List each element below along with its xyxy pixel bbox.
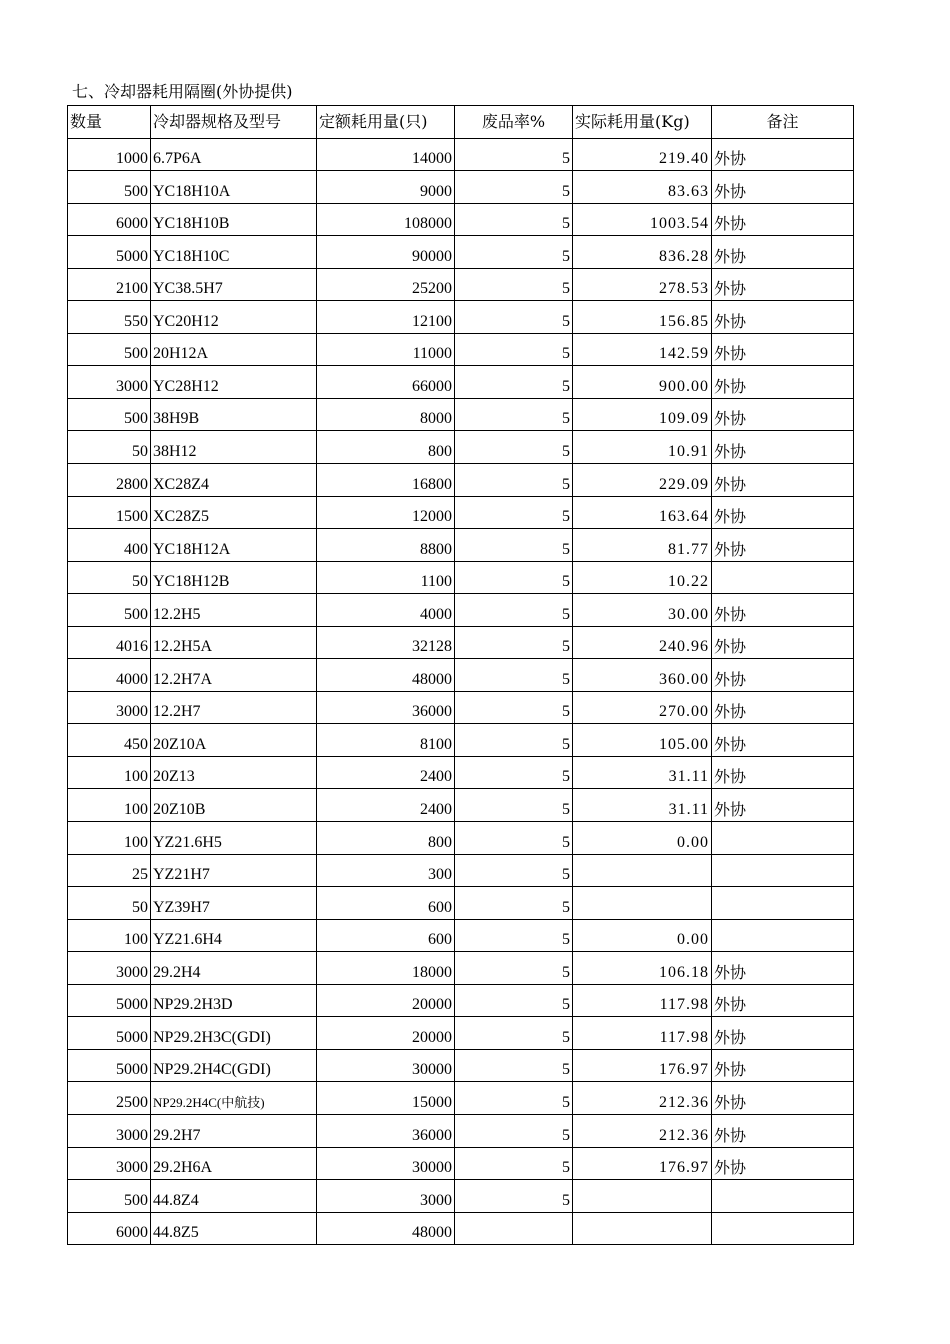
cell-qty[interactable]: 400 bbox=[68, 529, 151, 562]
table-row bbox=[68, 268, 854, 301]
cell-qty[interactable]: 50 bbox=[68, 561, 151, 594]
cell-quota[interactable]: 48000 bbox=[317, 659, 455, 692]
cell-scrap[interactable]: 5 bbox=[455, 691, 573, 724]
cell-qty[interactable]: 500 bbox=[68, 594, 151, 627]
cell-quota[interactable]: 32128 bbox=[317, 626, 455, 659]
cell-quota[interactable]: 16800 bbox=[317, 464, 455, 497]
cell-actual[interactable]: 163.64 bbox=[573, 496, 712, 529]
cell-spec[interactable]: 44.8Z4 bbox=[151, 1180, 317, 1213]
cell-note[interactable]: 外协 bbox=[712, 236, 854, 269]
cell-spec[interactable]: 29.2H6A bbox=[151, 1147, 317, 1180]
cell-spec[interactable]: YC20H12 bbox=[151, 301, 317, 334]
cell-actual[interactable]: 219.40 bbox=[573, 138, 712, 171]
cell-quota[interactable]: 9000 bbox=[317, 171, 455, 204]
cell-qty[interactable]: 25 bbox=[68, 854, 151, 887]
cell-actual[interactable]: 106.18 bbox=[573, 952, 712, 985]
cell-qty[interactable]: 5000 bbox=[68, 1017, 151, 1050]
cell-scrap[interactable]: 5 bbox=[455, 138, 573, 171]
cell-note[interactable]: 外协 bbox=[712, 756, 854, 789]
cell-actual[interactable]: 105.00 bbox=[573, 724, 712, 757]
cell-note[interactable]: 外协 bbox=[712, 626, 854, 659]
cell-scrap[interactable]: 5 bbox=[455, 268, 573, 301]
cell-note[interactable]: 外协 bbox=[712, 789, 854, 822]
cell-qty[interactable]: 5000 bbox=[68, 1049, 151, 1082]
cell-actual[interactable]: 142.59 bbox=[573, 333, 712, 366]
table-row bbox=[68, 301, 854, 334]
table-row bbox=[68, 236, 854, 269]
cell-scrap[interactable]: 5 bbox=[455, 529, 573, 562]
table-row bbox=[68, 659, 854, 692]
cell-quota[interactable]: 3000 bbox=[317, 1180, 455, 1213]
cell-quota[interactable]: 8800 bbox=[317, 529, 455, 562]
cell-spec[interactable]: YZ21.6H5 bbox=[151, 822, 317, 855]
cell-spec[interactable]: NP29.2H3C(GDI) bbox=[151, 1017, 317, 1050]
cell-note[interactable]: 外协 bbox=[712, 138, 854, 171]
header-note[interactable]: 备注 bbox=[712, 106, 854, 139]
cell-spec[interactable]: NP29.2H4C(中航技) bbox=[151, 1082, 317, 1115]
cell-spec[interactable]: 6.7P6A bbox=[151, 138, 317, 171]
cell-qty[interactable]: 500 bbox=[68, 398, 151, 431]
table-row bbox=[68, 203, 854, 236]
cell-note[interactable]: 外协 bbox=[712, 984, 854, 1017]
cell-scrap[interactable]: 5 bbox=[455, 431, 573, 464]
cell-spec[interactable]: 12.2H7A bbox=[151, 659, 317, 692]
cell-scrap[interactable]: 5 bbox=[455, 724, 573, 757]
table-row bbox=[68, 952, 854, 985]
cell-scrap[interactable]: 5 bbox=[455, 1017, 573, 1050]
cell-actual[interactable]: 31.11 bbox=[573, 756, 712, 789]
cell-spec[interactable]: YZ39H7 bbox=[151, 887, 317, 920]
table-row bbox=[68, 138, 854, 171]
table-row bbox=[68, 854, 854, 887]
cell-quota[interactable]: 12100 bbox=[317, 301, 455, 334]
cell-scrap[interactable]: 5 bbox=[455, 301, 573, 334]
cell-spec[interactable]: 20Z10B bbox=[151, 789, 317, 822]
cell-spec[interactable]: YC18H10A bbox=[151, 171, 317, 204]
cell-qty[interactable]: 50 bbox=[68, 887, 151, 920]
cell-actual[interactable] bbox=[573, 854, 712, 887]
cell-spec[interactable]: 38H12 bbox=[151, 431, 317, 464]
cell-spec[interactable]: YC18H10C bbox=[151, 236, 317, 269]
cell-actual[interactable]: 212.36 bbox=[573, 1082, 712, 1115]
cell-qty[interactable]: 500 bbox=[68, 171, 151, 204]
cell-scrap[interactable]: 5 bbox=[455, 333, 573, 366]
cell-spec[interactable]: 38H9B bbox=[151, 398, 317, 431]
cell-qty[interactable]: 3000 bbox=[68, 1114, 151, 1147]
cell-note[interactable]: 外协 bbox=[712, 659, 854, 692]
cell-spec[interactable]: YC18H12A bbox=[151, 529, 317, 562]
table-row bbox=[68, 919, 854, 952]
cell-spec[interactable]: XC28Z5 bbox=[151, 496, 317, 529]
table-row bbox=[68, 594, 854, 627]
cell-quota[interactable]: 108000 bbox=[317, 203, 455, 236]
table-row bbox=[68, 789, 854, 822]
cell-actual[interactable]: 117.98 bbox=[573, 984, 712, 1017]
cell-qty[interactable]: 50 bbox=[68, 431, 151, 464]
cell-qty[interactable]: 1500 bbox=[68, 496, 151, 529]
cell-qty[interactable]: 100 bbox=[68, 822, 151, 855]
cell-actual[interactable]: 360.00 bbox=[573, 659, 712, 692]
table-row bbox=[68, 366, 854, 399]
table-row bbox=[68, 691, 854, 724]
cell-scrap[interactable]: 5 bbox=[455, 398, 573, 431]
cell-spec[interactable]: 12.2H5 bbox=[151, 594, 317, 627]
cell-spec[interactable]: NP29.2H3D bbox=[151, 984, 317, 1017]
cell-qty[interactable]: 100 bbox=[68, 789, 151, 822]
cell-spec[interactable]: XC28Z4 bbox=[151, 464, 317, 497]
cell-note[interactable]: 外协 bbox=[712, 529, 854, 562]
cell-actual[interactable] bbox=[573, 1212, 712, 1245]
cell-spec[interactable]: 29.2H7 bbox=[151, 1114, 317, 1147]
cell-quota[interactable]: 48000 bbox=[317, 1212, 455, 1245]
cell-actual[interactable]: 31.11 bbox=[573, 789, 712, 822]
cell-spec[interactable]: 12.2H7 bbox=[151, 691, 317, 724]
cell-actual[interactable]: 836.28 bbox=[573, 236, 712, 269]
cell-qty[interactable]: 3000 bbox=[68, 1147, 151, 1180]
cell-note[interactable]: 外协 bbox=[712, 333, 854, 366]
cell-note[interactable] bbox=[712, 1212, 854, 1245]
spacer-usage-table bbox=[67, 105, 854, 1245]
cell-quota[interactable]: 20000 bbox=[317, 1017, 455, 1050]
cell-note[interactable] bbox=[712, 887, 854, 920]
cell-scrap[interactable]: 5 bbox=[455, 561, 573, 594]
cell-actual[interactable]: 0.00 bbox=[573, 822, 712, 855]
table-row bbox=[68, 626, 854, 659]
cell-actual[interactable]: 30.00 bbox=[573, 594, 712, 627]
cell-quota[interactable]: 1100 bbox=[317, 561, 455, 594]
cell-scrap[interactable]: 5 bbox=[455, 756, 573, 789]
cell-qty[interactable]: 2500 bbox=[68, 1082, 151, 1115]
table-row bbox=[68, 333, 854, 366]
cell-quota[interactable]: 800 bbox=[317, 431, 455, 464]
cell-scrap[interactable]: 5 bbox=[455, 236, 573, 269]
cell-actual[interactable]: 229.09 bbox=[573, 464, 712, 497]
cell-quota[interactable]: 36000 bbox=[317, 1114, 455, 1147]
cell-note[interactable] bbox=[712, 561, 854, 594]
cell-qty[interactable]: 450 bbox=[68, 724, 151, 757]
cell-spec[interactable]: YC18H10B bbox=[151, 203, 317, 236]
cell-scrap[interactable]: 5 bbox=[455, 1049, 573, 1082]
cell-actual[interactable]: 900.00 bbox=[573, 366, 712, 399]
header-quota[interactable]: 定额耗用量(只) bbox=[317, 106, 455, 139]
cell-actual[interactable]: 240.96 bbox=[573, 626, 712, 659]
cell-spec[interactable]: YC28H12 bbox=[151, 366, 317, 399]
cell-actual[interactable]: 156.85 bbox=[573, 301, 712, 334]
table-row bbox=[68, 1180, 854, 1213]
cell-scrap[interactable]: 5 bbox=[455, 952, 573, 985]
cell-note[interactable]: 外协 bbox=[712, 398, 854, 431]
cell-actual[interactable]: 10.91 bbox=[573, 431, 712, 464]
cell-scrap[interactable]: 5 bbox=[455, 203, 573, 236]
table-row bbox=[68, 756, 854, 789]
cell-actual[interactable]: 117.98 bbox=[573, 1017, 712, 1050]
cell-quota[interactable]: 20000 bbox=[317, 984, 455, 1017]
cell-scrap[interactable]: 5 bbox=[455, 366, 573, 399]
table-row bbox=[68, 171, 854, 204]
cell-note[interactable]: 外协 bbox=[712, 952, 854, 985]
cell-scrap[interactable]: 5 bbox=[455, 919, 573, 952]
cell-quota[interactable]: 14000 bbox=[317, 138, 455, 171]
cell-qty[interactable]: 5000 bbox=[68, 236, 151, 269]
cell-qty[interactable]: 2100 bbox=[68, 268, 151, 301]
cell-actual[interactable]: 1003.54 bbox=[573, 203, 712, 236]
header-scrap[interactable]: 废品率% bbox=[455, 106, 573, 139]
cell-note[interactable]: 外协 bbox=[712, 1147, 854, 1180]
cell-actual[interactable]: 270.00 bbox=[573, 691, 712, 724]
cell-note[interactable]: 外协 bbox=[712, 431, 854, 464]
table-body bbox=[68, 138, 854, 1245]
cell-qty[interactable]: 500 bbox=[68, 1180, 151, 1213]
cell-scrap[interactable]: 5 bbox=[455, 464, 573, 497]
cell-quota[interactable]: 36000 bbox=[317, 691, 455, 724]
cell-qty[interactable]: 5000 bbox=[68, 984, 151, 1017]
cell-scrap[interactable]: 5 bbox=[455, 984, 573, 1017]
cell-quota[interactable]: 600 bbox=[317, 887, 455, 920]
cell-qty[interactable]: 2800 bbox=[68, 464, 151, 497]
cell-scrap[interactable]: 5 bbox=[455, 1147, 573, 1180]
cell-quota[interactable]: 8000 bbox=[317, 398, 455, 431]
table-row bbox=[68, 561, 854, 594]
header-actual[interactable]: 实际耗用量(Kg) bbox=[573, 106, 712, 139]
cell-actual[interactable]: 81.77 bbox=[573, 529, 712, 562]
cell-note[interactable]: 外协 bbox=[712, 691, 854, 724]
cell-scrap[interactable]: 5 bbox=[455, 822, 573, 855]
cell-actual[interactable]: 176.97 bbox=[573, 1147, 712, 1180]
table-row bbox=[68, 1049, 854, 1082]
cell-quota[interactable]: 12000 bbox=[317, 496, 455, 529]
cell-scrap[interactable]: 5 bbox=[455, 594, 573, 627]
cell-quota[interactable]: 4000 bbox=[317, 594, 455, 627]
cell-note[interactable] bbox=[712, 1180, 854, 1213]
cell-actual[interactable] bbox=[573, 1180, 712, 1213]
table-row bbox=[68, 984, 854, 1017]
cell-qty[interactable]: 4016 bbox=[68, 626, 151, 659]
cell-note[interactable]: 外协 bbox=[712, 268, 854, 301]
cell-qty[interactable]: 6000 bbox=[68, 1212, 151, 1245]
cell-scrap[interactable]: 5 bbox=[455, 496, 573, 529]
table-row bbox=[68, 529, 854, 562]
table-row bbox=[68, 724, 854, 757]
table-row bbox=[68, 887, 854, 920]
cell-note[interactable]: 外协 bbox=[712, 1082, 854, 1115]
table-row bbox=[68, 1147, 854, 1180]
table-row bbox=[68, 822, 854, 855]
cell-note[interactable]: 外协 bbox=[712, 1114, 854, 1147]
table-row bbox=[68, 1114, 854, 1147]
table-row bbox=[68, 398, 854, 431]
cell-scrap[interactable]: 5 bbox=[455, 659, 573, 692]
cell-actual[interactable]: 10.22 bbox=[573, 561, 712, 594]
cell-quota[interactable]: 30000 bbox=[317, 1147, 455, 1180]
cell-spec[interactable]: 20H12A bbox=[151, 333, 317, 366]
cell-scrap[interactable]: 5 bbox=[455, 1180, 573, 1213]
cell-qty[interactable]: 3000 bbox=[68, 952, 151, 985]
cell-scrap[interactable]: 5 bbox=[455, 887, 573, 920]
sheet-title: 七、冷却器耗用隔圈(外协提供) bbox=[72, 82, 293, 101]
cell-note[interactable]: 外协 bbox=[712, 171, 854, 204]
cell-qty[interactable]: 6000 bbox=[68, 203, 151, 236]
cell-quota[interactable]: 800 bbox=[317, 822, 455, 855]
table-row bbox=[68, 1212, 854, 1245]
cell-scrap[interactable]: 5 bbox=[455, 626, 573, 659]
cell-qty[interactable]: 500 bbox=[68, 333, 151, 366]
cell-note[interactable]: 外协 bbox=[712, 464, 854, 497]
cell-actual[interactable]: 212.36 bbox=[573, 1114, 712, 1147]
cell-note[interactable]: 外协 bbox=[712, 366, 854, 399]
cell-note[interactable]: 外协 bbox=[712, 1017, 854, 1050]
cell-quota[interactable]: 600 bbox=[317, 919, 455, 952]
cell-quota[interactable]: 8100 bbox=[317, 724, 455, 757]
table-row bbox=[68, 1082, 854, 1115]
cell-quota[interactable]: 18000 bbox=[317, 952, 455, 985]
cell-spec[interactable]: 44.8Z5 bbox=[151, 1212, 317, 1245]
table-row bbox=[68, 431, 854, 464]
cell-note[interactable] bbox=[712, 822, 854, 855]
table-row bbox=[68, 1017, 854, 1050]
cell-qty[interactable]: 1000 bbox=[68, 138, 151, 171]
cell-spec[interactable]: YZ21.6H4 bbox=[151, 919, 317, 952]
cell-scrap[interactable]: 5 bbox=[455, 1114, 573, 1147]
header-row bbox=[68, 106, 854, 139]
cell-spec[interactable]: 20Z10A bbox=[151, 724, 317, 757]
cell-actual[interactable]: 176.97 bbox=[573, 1049, 712, 1082]
cell-scrap[interactable]: 5 bbox=[455, 854, 573, 887]
cell-qty[interactable]: 100 bbox=[68, 756, 151, 789]
cell-quota[interactable]: 300 bbox=[317, 854, 455, 887]
header-qty[interactable]: 数量 bbox=[68, 106, 151, 139]
cell-actual[interactable]: 278.53 bbox=[573, 268, 712, 301]
cell-qty[interactable]: 4000 bbox=[68, 659, 151, 692]
cell-quota[interactable]: 25200 bbox=[317, 268, 455, 301]
cell-quota[interactable]: 66000 bbox=[317, 366, 455, 399]
cell-quota[interactable]: 90000 bbox=[317, 236, 455, 269]
cell-spec[interactable]: YZ21H7 bbox=[151, 854, 317, 887]
table-row bbox=[68, 464, 854, 497]
header-spec[interactable]: 冷却器规格及型号 bbox=[151, 106, 317, 139]
cell-spec[interactable]: 29.2H4 bbox=[151, 952, 317, 985]
cell-scrap[interactable] bbox=[455, 1212, 573, 1245]
cell-note[interactable]: 外协 bbox=[712, 1049, 854, 1082]
cell-note[interactable]: 外协 bbox=[712, 594, 854, 627]
cell-qty[interactable]: 550 bbox=[68, 301, 151, 334]
cell-quota[interactable]: 2400 bbox=[317, 789, 455, 822]
cell-actual[interactable] bbox=[573, 887, 712, 920]
cell-actual[interactable]: 0.00 bbox=[573, 919, 712, 952]
cell-note[interactable]: 外协 bbox=[712, 724, 854, 757]
cell-spec[interactable]: YC38.5H7 bbox=[151, 268, 317, 301]
cell-qty[interactable]: 100 bbox=[68, 919, 151, 952]
cell-quota[interactable]: 11000 bbox=[317, 333, 455, 366]
cell-note[interactable]: 外协 bbox=[712, 301, 854, 334]
table-row bbox=[68, 496, 854, 529]
cell-quota[interactable]: 15000 bbox=[317, 1082, 455, 1115]
cell-quota[interactable]: 2400 bbox=[317, 756, 455, 789]
cell-qty[interactable]: 3000 bbox=[68, 366, 151, 399]
cell-spec[interactable]: NP29.2H4C(GDI) bbox=[151, 1049, 317, 1082]
cell-actual[interactable]: 109.09 bbox=[573, 398, 712, 431]
cell-note[interactable] bbox=[712, 919, 854, 952]
cell-spec[interactable]: 20Z13 bbox=[151, 756, 317, 789]
cell-actual[interactable]: 83.63 bbox=[573, 171, 712, 204]
cell-spec[interactable]: 12.2H5A bbox=[151, 626, 317, 659]
cell-note[interactable]: 外协 bbox=[712, 496, 854, 529]
cell-qty[interactable]: 3000 bbox=[68, 691, 151, 724]
cell-scrap[interactable]: 5 bbox=[455, 1082, 573, 1115]
cell-scrap[interactable]: 5 bbox=[455, 789, 573, 822]
cell-spec[interactable]: YC18H12B bbox=[151, 561, 317, 594]
cell-note[interactable] bbox=[712, 854, 854, 887]
cell-quota[interactable]: 30000 bbox=[317, 1049, 455, 1082]
cell-note[interactable]: 外协 bbox=[712, 203, 854, 236]
cell-scrap[interactable]: 5 bbox=[455, 171, 573, 204]
